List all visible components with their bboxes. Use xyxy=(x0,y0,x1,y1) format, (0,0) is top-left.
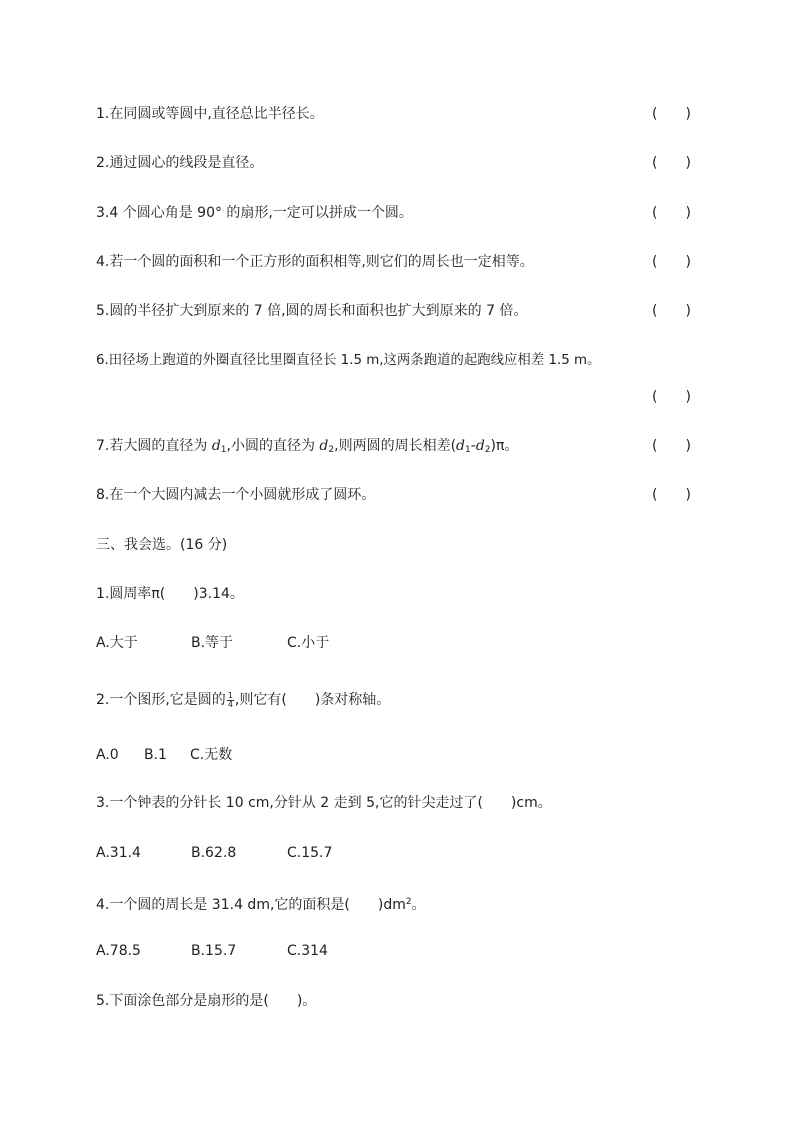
choice-question-2 xyxy=(96,690,390,710)
q2-option-a[interactable]: A.0 xyxy=(96,747,119,763)
q3-option-c[interactable]: C.15.7 xyxy=(287,845,333,861)
q2-post: ,则它有( )条对称轴。 xyxy=(234,692,391,708)
q1-option-c[interactable]: C.小于 xyxy=(287,635,330,651)
sub-1: 1 xyxy=(220,445,227,455)
q2-option-c[interactable]: C.无数 xyxy=(190,747,233,763)
judge-item-3: 3.4 个圆心角是 90° 的扇形,一定可以拼成一个圆。 xyxy=(96,205,413,221)
section-heading: 三、我会选。(16 分) xyxy=(96,537,228,553)
judge-item-1: 1.在同圆或等圆中,直径总比半径长。 xyxy=(96,106,324,122)
answer-bracket-5[interactable]: ( ) xyxy=(652,303,691,319)
answer-bracket-6[interactable]: ( ) xyxy=(652,389,691,405)
choice-question-3: 3.一个钟表的分针长 10 cm,分针从 2 走到 5,它的针尖走过了( )cm。 xyxy=(96,795,552,811)
judge-item-8: 8.在一个大圆内减去一个小圆就形成了圆环。 xyxy=(96,487,376,503)
superscript-2: 2 xyxy=(405,897,412,907)
q4-pre: 4.一个圆的周长是 31.4 dm,它的面积是( )dm xyxy=(96,897,406,913)
judge-item-7-post1: ,则两圆的周长相差( xyxy=(334,438,457,454)
fraction-numerator: 1 xyxy=(227,690,233,700)
q2-pre: 2.一个图形,它是圆的 xyxy=(96,692,226,708)
judge-item-7-post2: )π。 xyxy=(490,438,519,454)
sub-2: 2 xyxy=(328,445,335,455)
answer-bracket-7[interactable]: ( ) xyxy=(652,438,691,454)
answer-bracket-2[interactable]: ( ) xyxy=(652,155,691,171)
var-d1-expr: d xyxy=(456,438,466,454)
sub-1-expr: 1 xyxy=(465,445,471,455)
choice-question-5: 5.下面涂色部分是扇形的是( )。 xyxy=(96,993,317,1009)
var-d1: d xyxy=(211,438,221,454)
q4-option-a[interactable]: A.78.5 xyxy=(96,943,141,959)
q3-option-b[interactable]: B.62.8 xyxy=(191,845,237,861)
var-d2-expr: d xyxy=(475,438,485,454)
q1-option-b[interactable]: B.等于 xyxy=(191,635,234,651)
fraction-denominator: 4 xyxy=(227,699,233,709)
q2-option-b[interactable]: B.1 xyxy=(144,747,167,763)
judge-item-7-pre: 7.若大圆的直径为 xyxy=(96,438,212,454)
choice-question-1: 1.圆周率π( )3.14。 xyxy=(96,586,244,602)
var-d2: d xyxy=(319,438,329,454)
q3-option-a[interactable]: A.31.4 xyxy=(96,845,141,861)
sub-2-expr: 2 xyxy=(484,445,491,455)
minus-sign: - xyxy=(470,438,476,454)
judge-item-2: 2.通过圆心的线段是直径。 xyxy=(96,155,264,171)
q4-option-b[interactable]: B.15.7 xyxy=(191,943,237,959)
judge-item-4: 4.若一个圆的面积和一个正方形的面积相等,则它们的周长也一定相等。 xyxy=(96,254,534,270)
choice-question-4 xyxy=(96,892,426,912)
q4-post: 。 xyxy=(411,897,426,913)
answer-bracket-4[interactable]: ( ) xyxy=(652,254,691,270)
judge-item-7-mid: ,小圆的直径为 xyxy=(226,438,320,454)
judge-item-6: 6.田径场上跑道的外圈直径比里圈直径长 1.5 m,这两条跑道的起跑线应相差 1.5 m。 xyxy=(96,353,601,368)
q1-option-a[interactable]: A.大于 xyxy=(96,635,138,651)
answer-bracket-1[interactable]: ( ) xyxy=(652,106,691,122)
fraction-one-quarter xyxy=(227,692,234,709)
answer-bracket-8[interactable]: ( ) xyxy=(652,487,691,503)
judge-item-7 xyxy=(96,436,518,456)
judge-item-5: 5.圆的半径扩大到原来的 7 倍,圆的周长和面积也扩大到原来的 7 倍。 xyxy=(96,303,528,319)
q4-option-c[interactable]: C.314 xyxy=(287,943,328,959)
answer-bracket-3[interactable]: ( ) xyxy=(652,205,691,221)
